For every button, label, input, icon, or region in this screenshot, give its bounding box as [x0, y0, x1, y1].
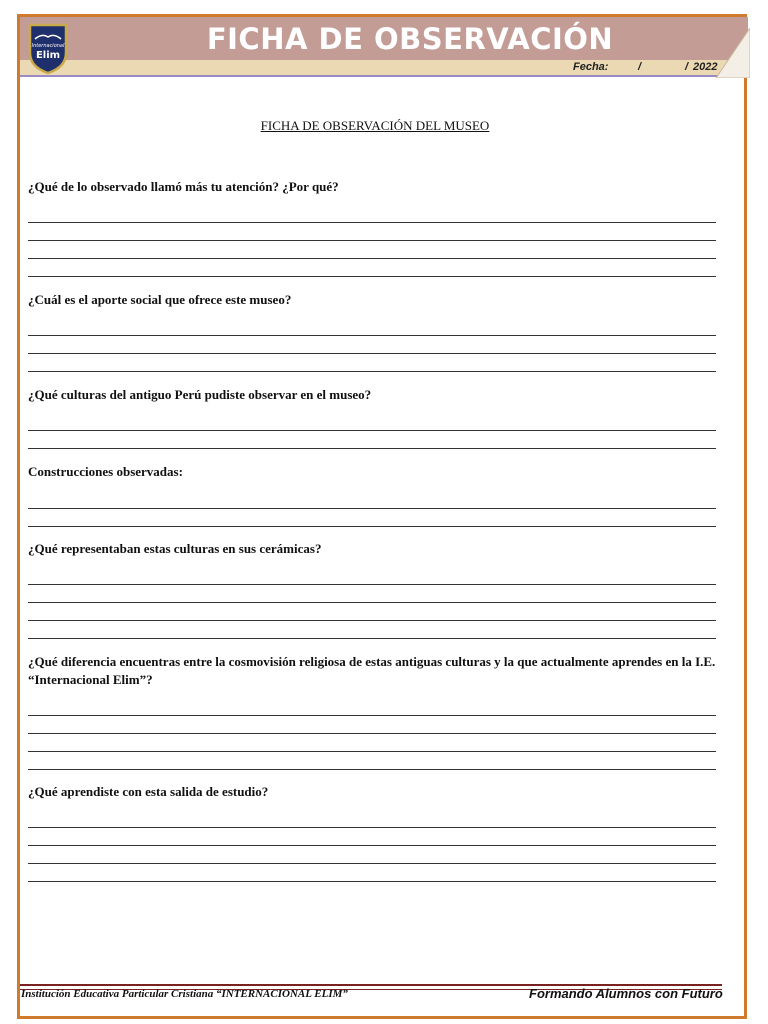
answer-line[interactable] [28, 430, 716, 431]
answer-line[interactable] [28, 751, 716, 752]
date-label: Fecha: [573, 61, 609, 73]
question-6: ¿Qué diferencia encuentras entre la cosmovisión religiosa de estas antiguas culturas y la que actualmente aprendes en la I.E. “Internacional Elim”? [28, 654, 716, 687]
answer-line[interactable] [28, 222, 716, 223]
date-separator-2: / [685, 61, 689, 73]
document-title: FICHA DE OBSERVACIÓN DEL MUSEO [260, 118, 490, 133]
answer-line[interactable] [28, 845, 716, 846]
logo-text-main: Elim [35, 50, 61, 61]
question-4: Construcciones observadas: [28, 464, 183, 479]
answer-line[interactable] [28, 584, 716, 585]
date-year: 2022 [693, 61, 718, 73]
footer-institution: Institución Educativa Particular Cristiana “INTERNACIONAL ELIM” [21, 988, 348, 1000]
answer-line[interactable] [28, 448, 716, 449]
date-separator-1: / [638, 61, 642, 73]
answer-line[interactable] [28, 881, 716, 882]
school-logo [26, 21, 70, 75]
answer-line[interactable] [28, 526, 716, 527]
footer-motto: Formando Alumnos con Futuro [529, 986, 723, 1001]
answer-line[interactable] [28, 353, 716, 354]
answer-line[interactable] [28, 715, 716, 716]
header-corner-decoration [716, 28, 750, 78]
answer-line[interactable] [28, 276, 716, 277]
answer-line[interactable] [28, 335, 716, 336]
question-5: ¿Qué representaban estas culturas en sus cerámicas? [28, 541, 322, 556]
question-2: ¿Cuál es el aporte social que ofrece este museo? [28, 292, 292, 307]
answer-line[interactable] [28, 620, 716, 621]
question-1: ¿Qué de lo observado llamó más tu atención? ¿Por qué? [28, 179, 339, 194]
answer-line[interactable] [28, 258, 716, 259]
page-frame [17, 14, 747, 1019]
question-7: ¿Qué aprendiste con esta salida de estudio? [28, 784, 269, 799]
question-3: ¿Qué culturas del antiguo Perú pudiste observar en el museo? [28, 387, 372, 402]
page-title: FICHA DE OBSERVACIÓN [206, 22, 614, 56]
answer-line[interactable] [28, 371, 716, 372]
answer-line[interactable] [28, 827, 716, 828]
answer-line[interactable] [28, 733, 716, 734]
answer-line[interactable] [28, 508, 716, 509]
logo-text-top: Internacional [31, 43, 65, 49]
answer-line[interactable] [28, 638, 716, 639]
answer-line[interactable] [28, 602, 716, 603]
answer-line[interactable] [28, 863, 716, 864]
answer-line[interactable] [28, 240, 716, 241]
answer-line[interactable] [28, 769, 716, 770]
